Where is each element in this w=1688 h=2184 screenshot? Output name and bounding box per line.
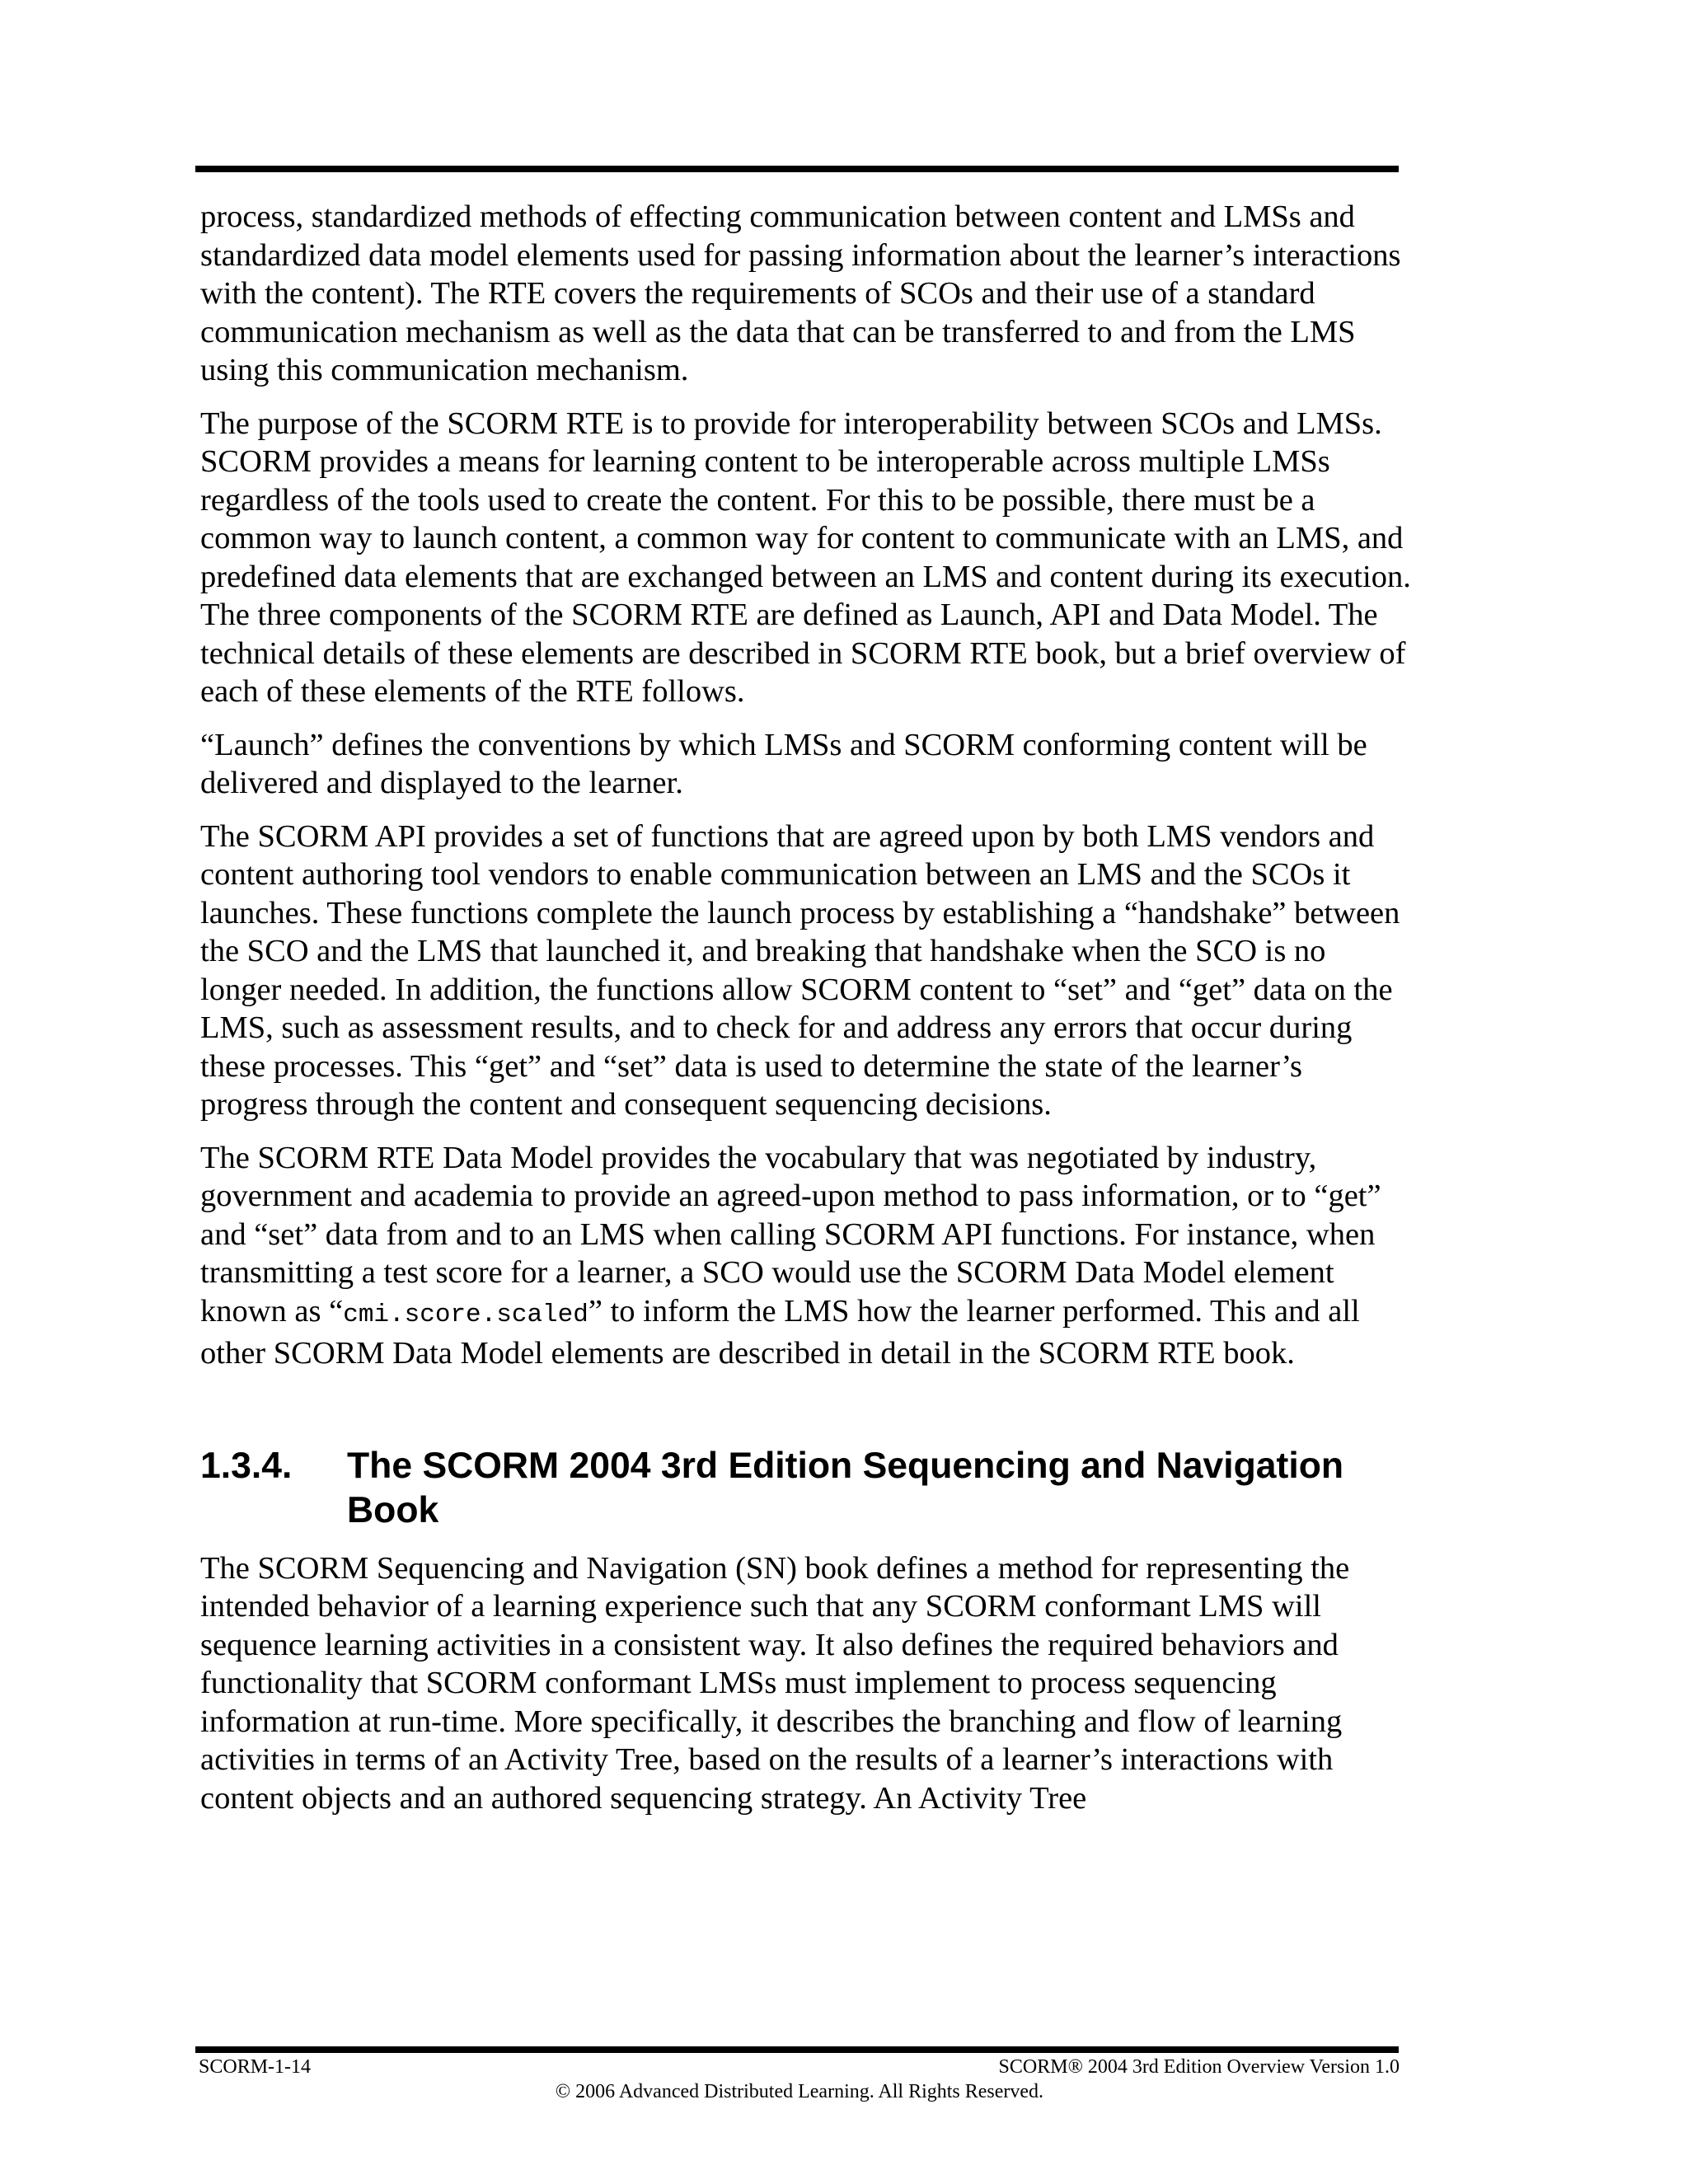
paragraph-data-model — [200, 1139, 1412, 1373]
data-model-text-after: ” to inform the LMS how the learner performed. This and all other SCORM Data Model elements are described in detail in the SCORM RTE book. — [200, 1293, 1360, 1371]
footer-page-id: SCORM-1-14 — [199, 2056, 312, 2078]
paragraph-sn-book: The SCORM Sequencing and Navigation (SN) book defines a method for representing the intended behavior of a learning experience such that any SCORM conformant LMS will sequence learning activities in a consistent way. It also defines the required behaviors and functionality that SCORM conformant LMSs must implement to process sequencing information at run-time. More specifically, it describes the branching and flow of learning activities in terms of an Activity Tree, based on the results of a learner’s interactions with content objects and an authored sequencing strategy. An Activity Tree — [200, 1550, 1350, 1816]
footer-copyright: © 2006 Advanced Distributed Learning. All Rights Reserved. — [555, 2081, 1044, 2102]
section-heading — [200, 1444, 1412, 1533]
section-title: The SCORM 2004 3rd Edition Sequencing and Navigation Book — [347, 1445, 1344, 1530]
paragraph-launch: “Launch” defines the conventions by which LMSs and SCORM conforming content will be delivered and displayed to the learner. — [200, 727, 1367, 800]
paragraph-rte-overview-continued: process, standardized methods of effecting communication between content and LMSs and standardized data model elements used for passing information about the learner’s interactions with the content). The RTE covers the requirements of SCOs and their use of a standard communication mechanism as well as the data that can be transferred to and from the LMS using this communication mechanism. — [200, 199, 1401, 387]
footer-rule — [195, 2046, 1399, 2053]
header-rule — [195, 166, 1399, 172]
footer-doc-title: SCORM® 2004 3rd Edition Overview Version 1.0 — [998, 2056, 1400, 2078]
data-model-text-before: The SCORM RTE Data Model provides the vocabulary that was negotiated by industry, government and academia to provide an agreed-upon method to pass information, or to “get” and “set” data from and to an LMS when calling SCORM API functions. For instance, when transmitting a test score for a learner, a SCO would use the SCORM Data Model element known as “ — [200, 1140, 1381, 1329]
paragraph-scorm-api: The SCORM API provides a set of functions that are agreed upon by both LMS vendors and content authoring tool vendors to enable communication between an LMS and the SCOs it launches. These functions complete the launch process by establishing a “handshake” between the SCO and the LMS that launched it, and breaking that handshake when the SCO is no longer needed. In addition, the functions allow SCORM content to “set” and “get” data on the LMS, such as assessment results, and to check for and address any errors that occur during these processes. This “get” and “set” data is used to determine the state of the learner’s progress through the content and consequent sequencing decisions. — [200, 818, 1400, 1122]
section-number: 1.3.4. — [200, 1445, 293, 1486]
page-body — [200, 198, 1412, 1832]
data-model-element-code: cmi.score.scaled — [343, 1300, 588, 1329]
paragraph-rte-purpose: The purpose of the SCORM RTE is to provide for interoperability between SCOs and LMSs. SCORM provides a means for learning content to be interoperable across multiple LMSs regardless of the tools used to create the content. For this to be possible, there must be a common way to launch content, a common way for content to communicate with an LMS, and predefined data elements that are exchanged between an LMS and content during its execution. The three components of the SCORM RTE are defined as Launch, API and Data Model. The technical details of these elements are described in SCORM RTE book, but a brief overview of each of these elements of the RTE follows. — [200, 405, 1411, 709]
